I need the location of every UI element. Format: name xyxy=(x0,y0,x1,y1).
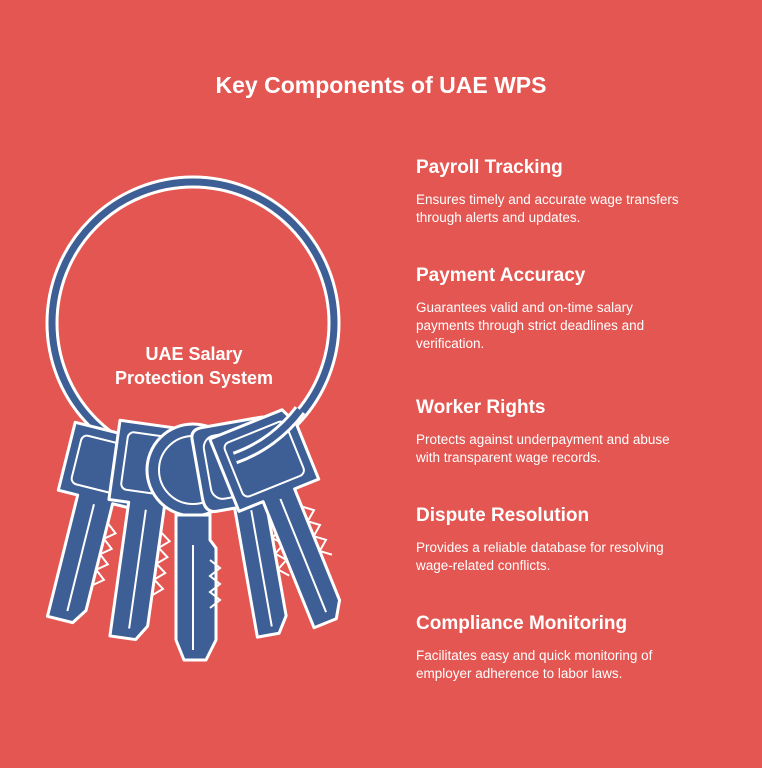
component-payroll-tracking xyxy=(416,157,746,227)
description-line: verification. xyxy=(416,336,485,351)
description-line: Ensures timely and accurate wage transfers xyxy=(416,192,679,207)
component-heading: Payment Accuracy xyxy=(416,265,586,286)
description-line: through alerts and updates. xyxy=(416,210,581,225)
description-line: Provides a reliable database for resolving xyxy=(416,540,664,555)
description-line: with transparent wage records. xyxy=(416,450,601,465)
component-heading: Compliance Monitoring xyxy=(416,613,628,634)
center-label xyxy=(88,342,300,390)
component-heading: Payroll Tracking xyxy=(416,157,563,178)
description-line: Facilitates easy and quick monitoring of xyxy=(416,648,653,663)
description-line: Protects against underpayment and abuse xyxy=(416,432,670,447)
center-label-line1: UAE Salary xyxy=(145,344,243,364)
description-line: payments through strict deadlines and xyxy=(416,318,645,333)
component-heading: Worker Rights xyxy=(416,397,546,418)
component-dispute-resolution xyxy=(416,505,746,575)
component-description xyxy=(416,299,746,353)
component-description xyxy=(416,539,746,575)
page-title: Key Components of UAE WPS xyxy=(215,72,547,98)
component-worker-rights xyxy=(416,397,746,467)
component-compliance-monitoring xyxy=(416,613,746,683)
description-line: Guarantees valid and on-time salary xyxy=(416,300,633,315)
description-line: employer adherence to labor laws. xyxy=(416,666,623,681)
center-label-line2: Protection System xyxy=(114,368,274,388)
component-description xyxy=(416,191,746,227)
description-line: wage-related conflicts. xyxy=(416,558,551,573)
component-description xyxy=(416,647,746,683)
component-description xyxy=(416,431,746,467)
component-heading: Dispute Resolution xyxy=(416,505,590,526)
component-payment-accuracy xyxy=(416,265,746,353)
key-ring-icon xyxy=(30,170,360,670)
